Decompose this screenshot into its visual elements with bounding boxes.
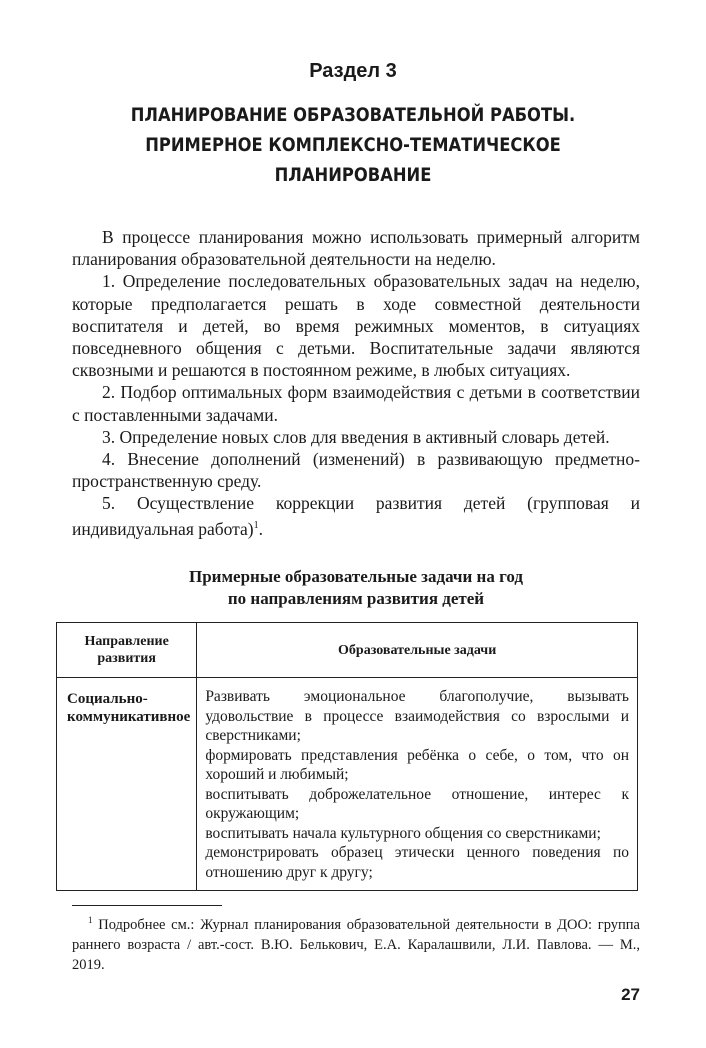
footnote-text: Подробнее см.: Журнал планирования образовательной деятельности в ДОО: группа раннего возраста / авт.-сост. В.Ю. Белькович, Е.А. Каралашвили, Л.И. Павлова. — М., 2019. [72,916,640,973]
task-item: формировать представления ребёнка о себе, о том, что он хороший и любимый; [205,746,629,783]
row-tasks [197,678,638,891]
body-text [72,226,640,540]
footnote-reference: 1 [253,519,259,531]
task-item: Развивать эмоциональное благополучие, вызывать удовольствие в процессе взаимодействия со взрослыми и сверстниками; [205,688,629,744]
table-title-line-2: по направлениям развития детей [227,589,485,608]
row-direction: Социально-коммуникативное [57,678,197,891]
education-tasks-table [56,622,638,891]
task-item: демонстрировать образец этически ценного поведения по отношению друг к другу; [205,844,629,881]
table-row [57,678,638,891]
footnote [72,910,640,975]
task-item: воспитывать доброжелательное отношение, интерес к окружающим; [205,785,629,822]
paragraph-step-5: 5. Осуществление коррекции развития детей (групповая и индивидуальная работа)$^1$. [72,493,640,539]
page-number: 27 [621,985,640,1004]
page-title [101,100,605,190]
title-line-3: ПЛАНИРОВАНИЕ [274,164,432,186]
header-direction: Направление развития [57,623,197,678]
title-line-1: ПЛАНИРОВАНИЕ ОБРАЗОВАТЕЛЬНОЙ РАБОТЫ. [130,104,576,126]
paragraph-intro: В процессе планирования можно использовать примерный алгоритм планирования образовательной деятельности на неделю. [72,227,640,270]
table-title [72,566,640,610]
section-label: Раздел 3 [309,60,397,82]
paragraph-step-4: 4. Внесение дополнений (изменений) в развивающую предметно-пространственную среду. [72,449,640,492]
paragraph-step-1: 1. Определение последовательных образовательных задач на неделю, которые предполагается решать в ходе совместной деятельности воспитателя и детей, во время режимных моментов, в ситуациях повседневного общения с детьми. Воспитательные задачи являются сквозными и решаются в постоянном режиме, в любых ситуациях. [72,271,640,381]
header-tasks: Образовательные задачи [197,623,638,678]
table-header-row [57,623,638,678]
footnote-marker: 1 [88,915,93,925]
table-title-line-1: Примерные образовательные задачи на год [188,567,524,586]
paragraph-step-3: 3. Определение новых слов для введения в активный словарь детей. [102,426,610,447]
title-line-2: ПРИМЕРНОЕ КОМПЛЕКСНО-ТЕМАТИЧЕСКОЕ [145,134,561,156]
footnote-divider [72,905,222,906]
paragraph-step-5-text: 5. Осуществление коррекции развития детей (групповая и индивидуальная работа) [72,493,640,539]
task-item: воспитывать начала культурного общения со сверстниками; [205,824,601,842]
paragraph-step-2: 2. Подбор оптимальных форм взаимодействия с детьми в соответствии с поставленными задачами. [72,382,640,425]
